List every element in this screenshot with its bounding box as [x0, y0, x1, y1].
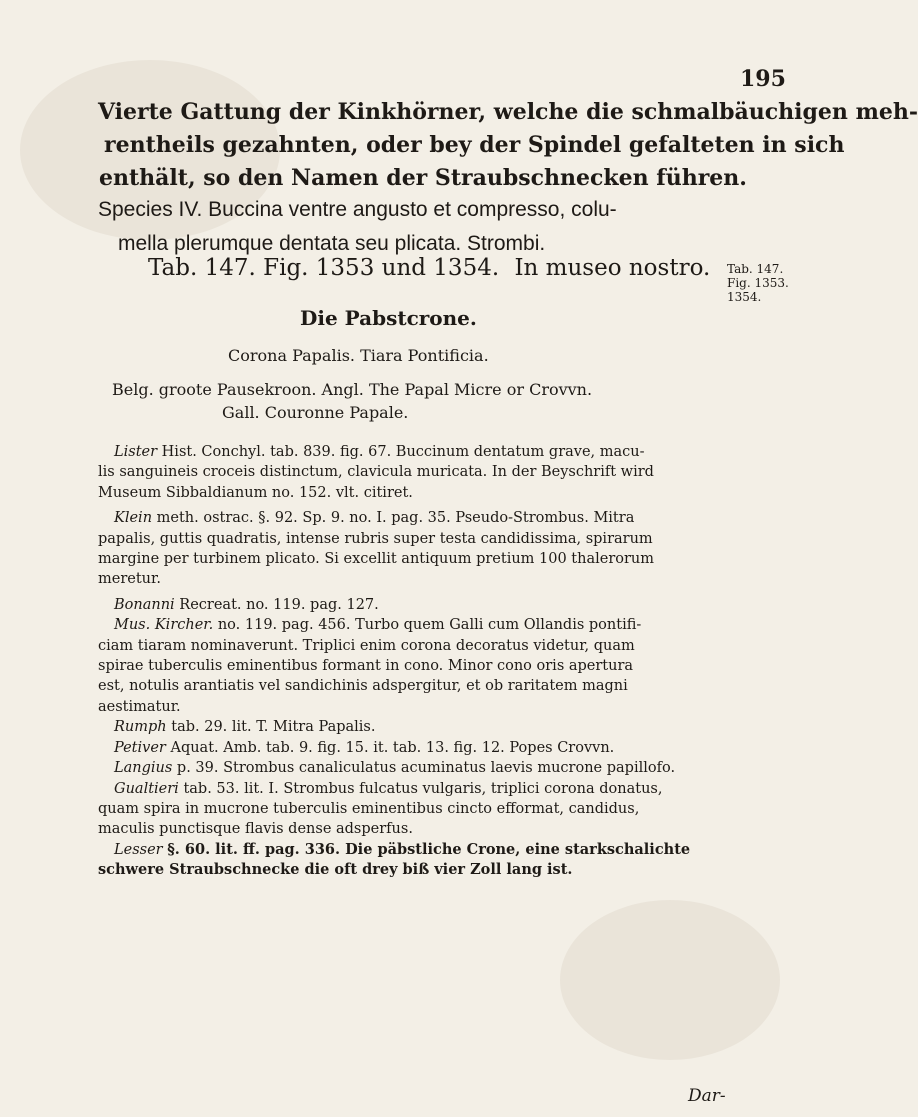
reference-text: tab. 29. lit. T. Mitra Papalis.: [171, 719, 376, 736]
species-heading-latin: [98, 193, 758, 261]
reference-line: margine per turbinem plicato. Si excellit antiquum pretium 100 thalerorum: [98, 551, 655, 568]
reference-line: [98, 442, 760, 462]
reference-line: [98, 860, 760, 880]
reference-line: spirae tuberculis eminentibus formant in cono. Minor cono oris apertura: [98, 658, 634, 675]
reference-author: Lister: [114, 444, 158, 460]
reference-line: quam spira in mucrone tuberculis eminentibus cincto efformat, candidus,: [98, 800, 640, 817]
reference-line: Museum Sibbaldianum no. 152. vlt. citiret.: [98, 484, 413, 501]
reference-lister: [98, 442, 760, 503]
vernacular-line: Gall. Couronne Papale.: [222, 403, 409, 422]
reference-line: [98, 779, 760, 799]
reference-line: [98, 758, 760, 778]
reference-author: Mus. Kircher.: [114, 617, 214, 634]
vernacular-names: [112, 378, 752, 424]
reference-line: ciam tiaram nominaverunt. Triplici enim corona decoratus videtur, quam: [98, 637, 635, 654]
heading-line: rentheils gezahnten, oder bey der Spindel gefalteten in sich: [104, 132, 845, 158]
reference-text: no. 119. pag. 456. Turbo quem Galli cum Ollandis pontifi-: [217, 617, 642, 634]
margin-line: 1354.: [727, 290, 762, 304]
reference-line: [98, 717, 760, 737]
museum-note: In museo nostro.: [514, 255, 711, 281]
reference-author: Langius: [114, 760, 173, 777]
vernacular-line: Belg. groote Pausekroon. Angl. The Papal Micre or Crovvn.: [112, 380, 593, 399]
reference-author: Gualtieri: [114, 780, 179, 797]
reference-text: p. 39. Strombus canaliculatus acuminatus laevis mucrone papillofo.: [176, 760, 676, 777]
reference-klein: [98, 508, 760, 590]
reference-line: aestimatur.: [98, 698, 181, 715]
heading-line: Vierte Gattung der Kinkhörner, welche die schmalbäuchigen meh-: [98, 99, 918, 125]
reference-line: lis sanguineis croceis distinctum, clavicula muricata. In der Beyschrift wird: [98, 464, 654, 481]
reference-author: Rumph: [114, 719, 167, 736]
catchword: Dar-: [688, 1086, 726, 1106]
plate-label: Tab. 147. Fig. 1353 und 1354.: [148, 255, 500, 281]
reference-text: Hist. Conchyl. tab. 839. fig. 67. Buccinum dentatum grave, macu-: [161, 444, 645, 460]
reference-line: maculis punctisque flavis dense adsperfus.: [98, 821, 413, 838]
reference-lesser: [98, 840, 760, 881]
margin-line: Fig. 1353.: [727, 276, 789, 290]
section-heading-german: [98, 96, 918, 195]
reference-bonanni: [98, 595, 760, 615]
reference-author: Bonanni: [114, 596, 175, 613]
heading-line: enthält, so den Namen der Straubschnecken führen.: [99, 165, 747, 191]
reference-line: meretur.: [98, 571, 161, 588]
reference-langius: [98, 758, 760, 778]
reference-gualtieri: [98, 779, 760, 840]
reference-text: Aquat. Amb. tab. 9. fig. 15. it. tab. 13. fig. 12. Popes Crovvn.: [170, 739, 615, 756]
reference-line: [98, 595, 760, 615]
common-name-latin: Corona Papalis. Tiara Pontificia.: [228, 346, 489, 365]
page-number: 195: [740, 66, 786, 92]
common-name-german: Die Pabstcrone.: [300, 306, 477, 330]
reference-line: [98, 615, 760, 635]
species-line: Species IV. Buccina ventre angusto et compresso, colu-: [98, 198, 617, 221]
reference-petiver: [98, 738, 760, 758]
reference-line: papalis, guttis quadratis, intense rubris super testa candidissima, spirarum: [98, 530, 653, 547]
reference-text: tab. 53. lit. I. Strombus fulcatus vulgaris, triplici corona donatus,: [183, 780, 663, 797]
reference-author: Lesser: [114, 841, 163, 858]
reference-line: [98, 508, 760, 528]
reference-line: [98, 738, 760, 758]
plate-reference: [148, 255, 711, 281]
reference-author: Petiver: [114, 739, 166, 756]
paper-stain: [560, 900, 780, 1060]
reference-text: meth. ostrac. §. 92. Sp. 9. no. I. pag. 35. Pseudo-Strombus. Mitra: [156, 510, 635, 527]
reference-text: §. 60. lit. ff. pag. 336. Die päbstliche Crone, eine starkschalichte: [167, 840, 691, 858]
references: [98, 442, 760, 881]
reference-text: Recreat. no. 119. pag. 127.: [179, 596, 379, 613]
reference-line: [98, 840, 760, 860]
margin-line: Tab. 147.: [727, 262, 784, 276]
reference-rumph: [98, 717, 760, 737]
species-line: mella plerumque dentata seu plicata. Strombi.: [118, 232, 546, 255]
margin-note: [727, 262, 797, 304]
reference-text: schwere Straubschnecke die oft drey biß vier Zoll lang ist.: [98, 861, 573, 879]
reference-line: est, notulis arantiatis vel sandichinis adspergitur, et ob raritatem magni: [98, 678, 628, 695]
reference-kircher: [98, 615, 760, 717]
reference-author: Klein: [114, 510, 153, 527]
